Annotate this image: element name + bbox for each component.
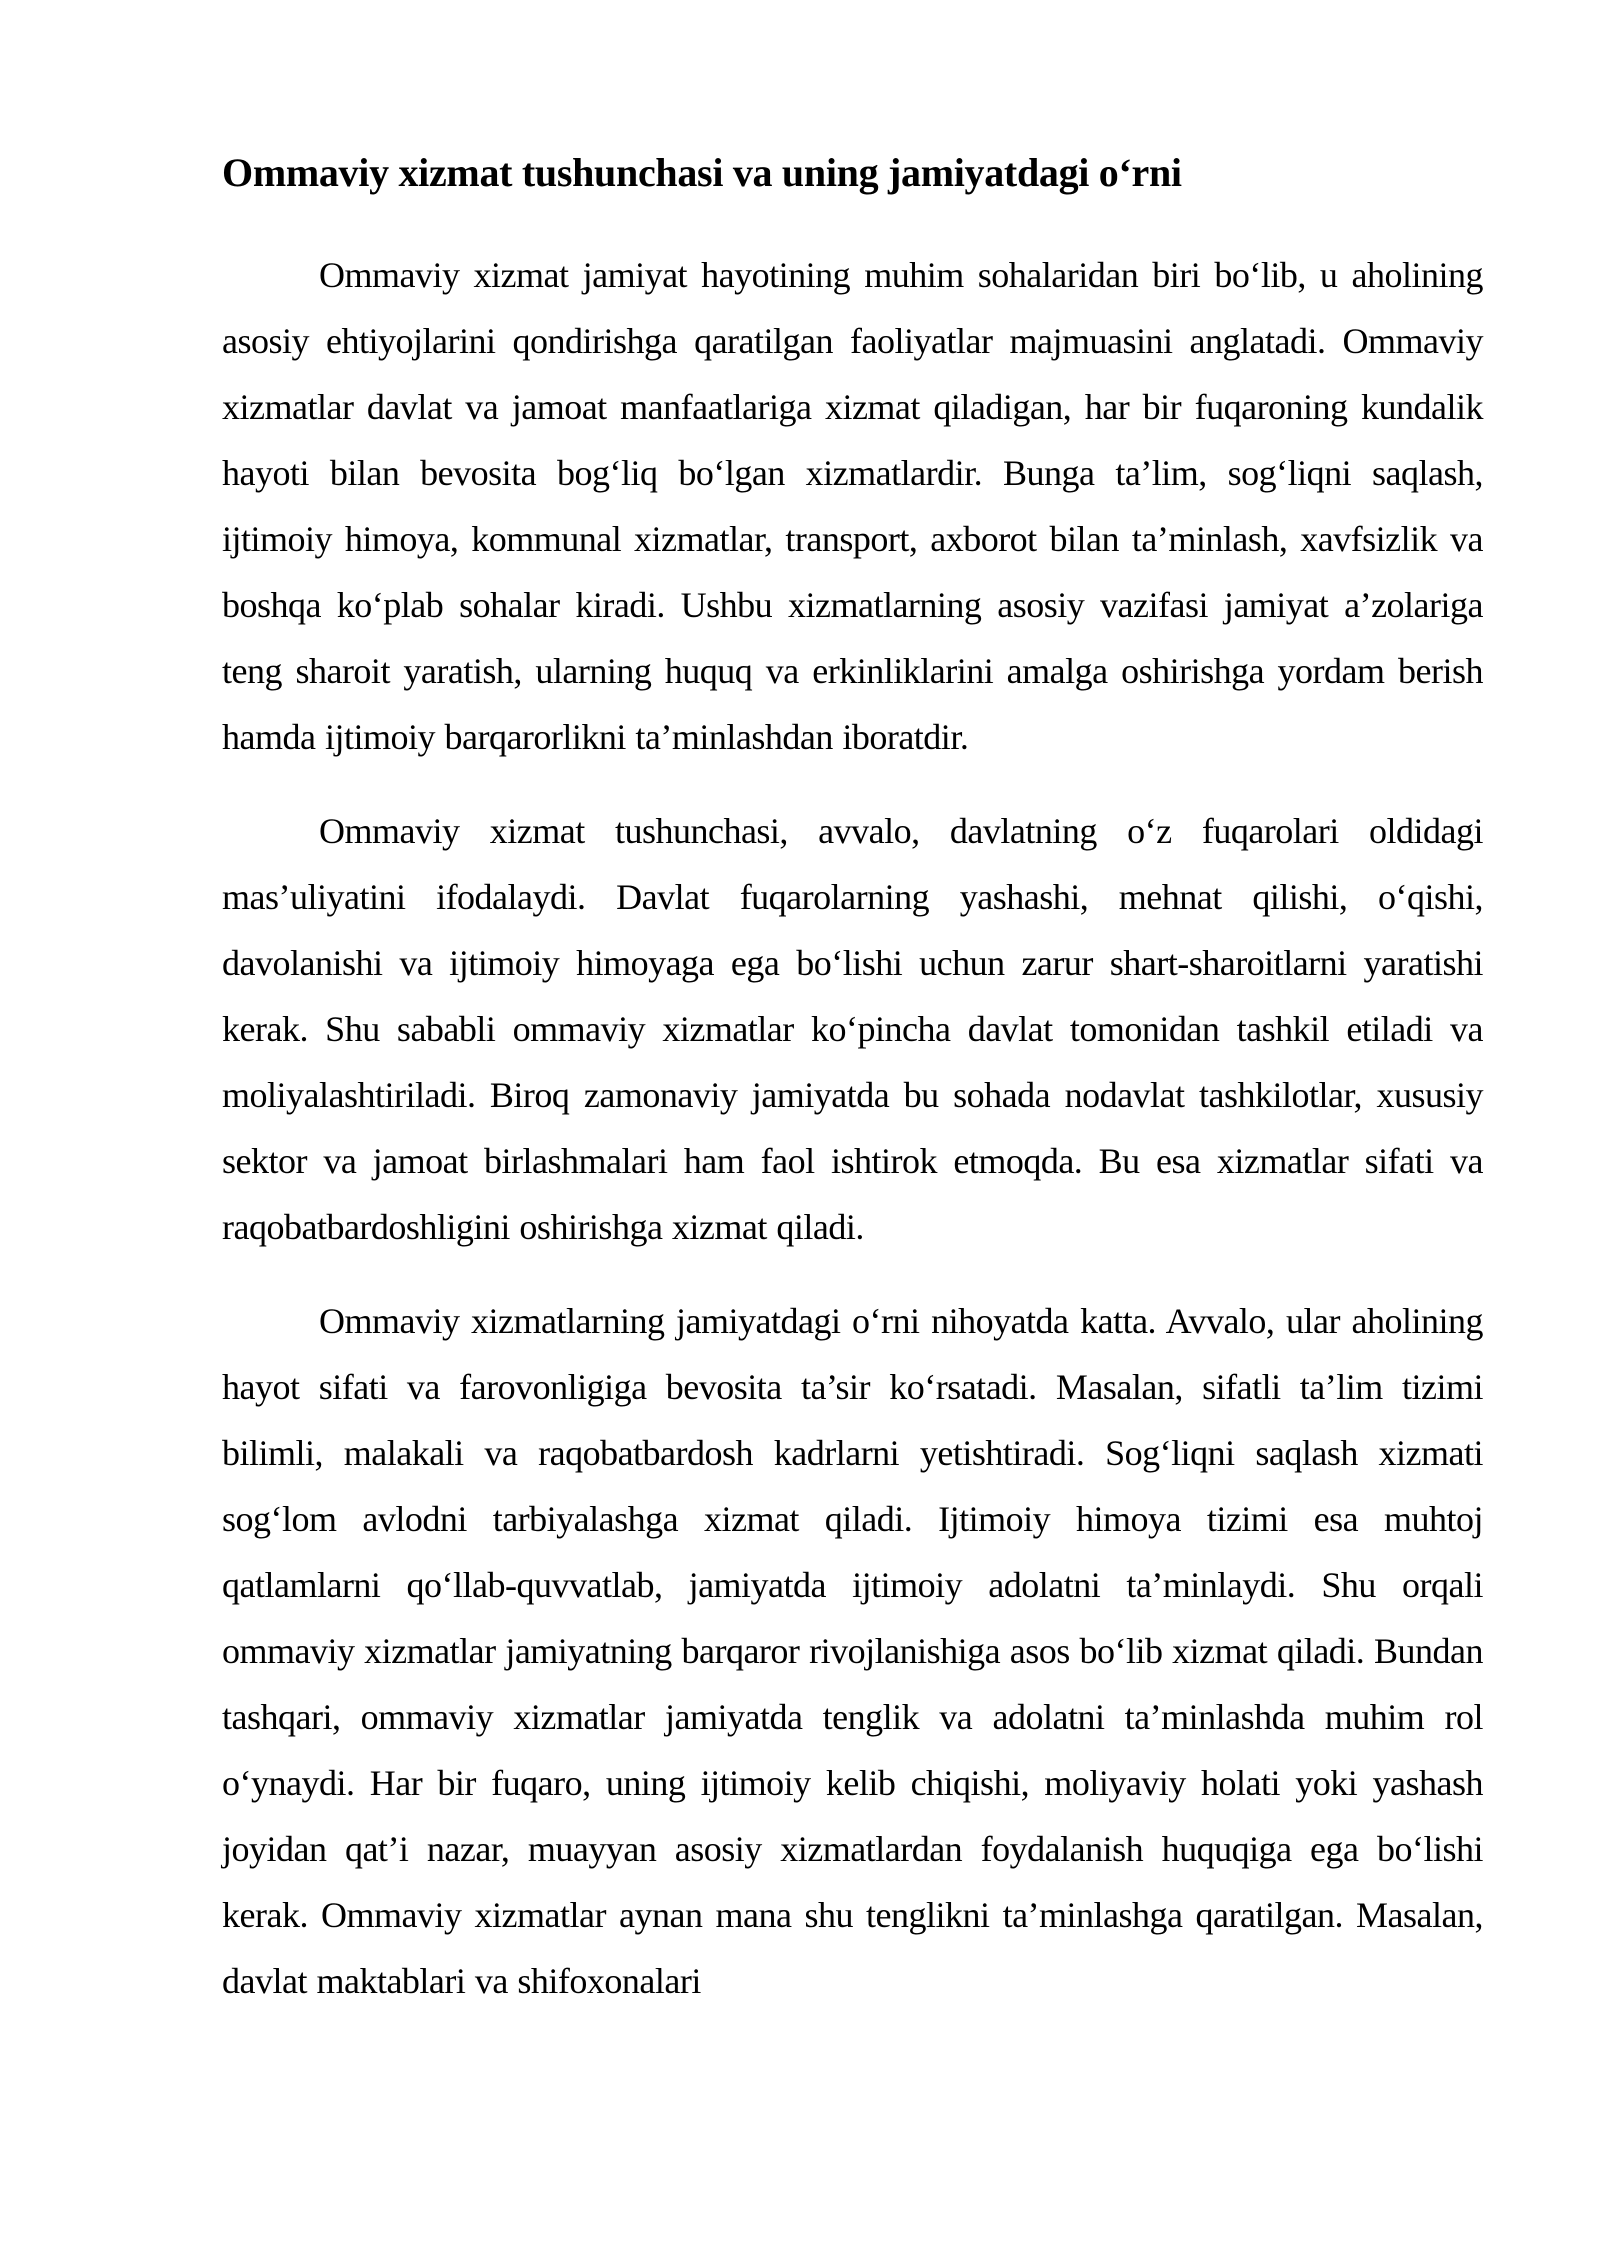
- paragraph-1: Ommaviy xizmat jamiyat hayotining muhim sohalaridan biri bo‘lib, u aholining asosiy ehtiyojlarini qondirishga qaratilgan faoliyatlar majmuasini anglatadi. Ommaviy xizmatlar davlat va jamoat manfaatlariga xizmat qiladigan, har bir fuqaroning kundalik hayoti bilan bevosita bog‘liq bo‘lgan xizmatlardir. Bunga ta’lim, sog‘liqni saqlash, ijtimoiy himoya, kommunal xizmatlar, transport, axborot bilan ta’minlash, xavfsizlik va boshqa ko‘plab sohalar kiradi. Ushbu xizmatlarning asosiy vazifasi jamiyat a’zolariga teng sharoit yaratish, ularning huquq va erkinliklarini amalga oshirishga yordam berish hamda ijtimoiy barqarorlikni ta’minlashdan iboratdir.: [222, 255, 1483, 757]
- paragraph-3: Ommaviy xizmatlarning jamiyatdagi o‘rni nihoyatda katta. Avvalo, ular aholining hayot sifati va farovonligiga bevosita ta’sir ko‘rsatadi. Masalan, sifatli ta’lim tizimi bilimli, malakali va raqobatbardosh kadrlarni yetishtiradi. Sog‘liqni saqlash xizmati sog‘lom avlodni tarbiyalashga xizmat qiladi. Ijtimoiy himoya tizimi esa muhtoj qatlamlarni qo‘llab-quvvatlab, jamiyatda ijtimoiy adolatni ta’minlaydi. Shu orqali ommaviy xizmatlar jamiyatning barqaror rivojlanishiga asos bo‘lib xizmat qiladi. Bundan tashqari, ommaviy xizmatlar jamiyatda tenglik va adolatni ta’minlashda muhim rol o‘ynaydi. Har bir fuqaro, uning ijtimoiy kelib chiqishi, moliyaviy holati yoki yashash joyidan qat’i nazar, muayyan asosiy xizmatlardan foydalanish huquqiga ega bo‘lishi kerak. Ommaviy xizmatlar aynan mana shu tenglikni ta’minlashga qaratilgan. Masalan, davlat maktablari va shifoxonalari: [222, 1301, 1483, 2001]
- document-title: Ommaviy xizmat tushunchasi va uning jamiyatdagi o‘rni: [222, 150, 1182, 195]
- paragraph-2: Ommaviy xizmat tushunchasi, avvalo, davlatning o‘z fuqarolari oldidagi mas’uliyatini ifodalaydi. Davlat fuqarolarning yashashi, mehnat qilishi, o‘qishi, davolanishi va ijtimoiy himoyaga ega bo‘lishi uchun zarur shart-sharoitlarni yaratishi kerak. Shu sababli ommaviy xizmatlar ko‘pincha davlat tomonidan tashkil etiladi va moliyalashtiriladi. Biroq zamonaviy jamiyatda bu sohada nodavlat tashkilotlar, xususiy sektor va jamoat birlashmalari ham faol ishtirok etmoqda. Bu esa xizmatlar sifati va raqobatbardoshligini oshirishga xizmat qiladi.: [222, 811, 1483, 1247]
